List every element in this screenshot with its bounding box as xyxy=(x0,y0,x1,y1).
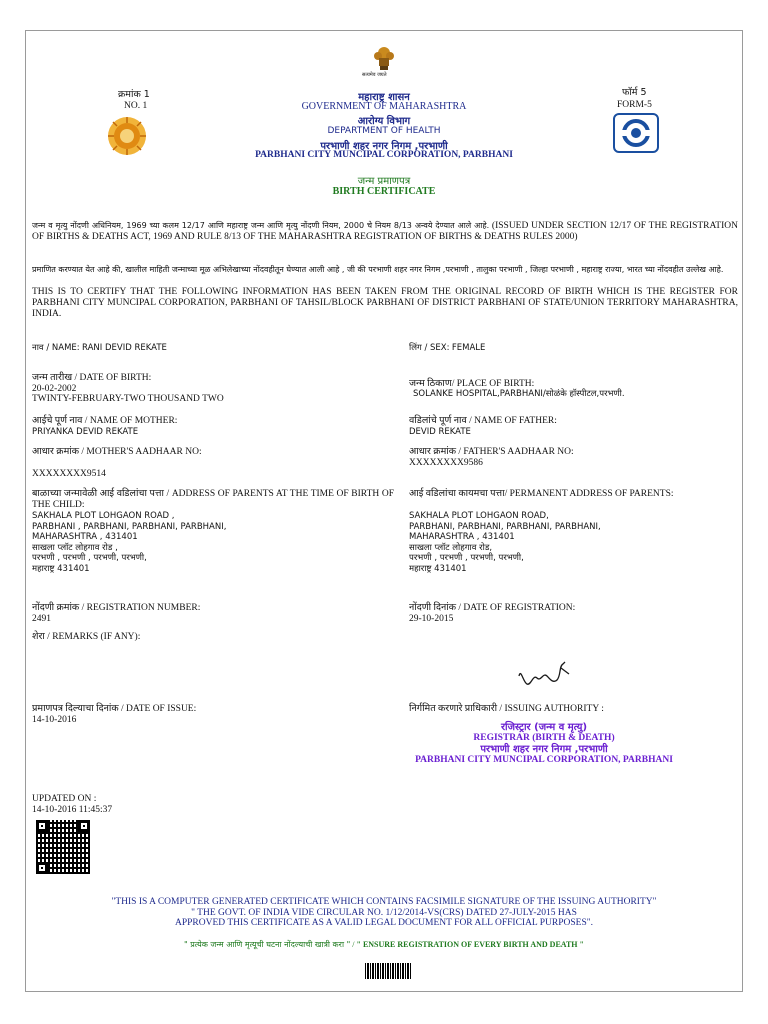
address-line: महाराष्ट्र 431401 xyxy=(409,563,467,574)
name-value: RANI DEVID REKATE xyxy=(82,343,167,353)
dept-title-marathi: आरोग्य विभाग xyxy=(357,116,411,127)
address-line: साखला प्लॉट लोहगाव रोड , xyxy=(32,542,118,553)
address-line: SAKHALA PLOT LOHGAON ROAD , xyxy=(32,511,175,521)
sex-value: FEMALE xyxy=(451,343,486,353)
issued-under-english: (ISSUED UNDER SECTION 12/17 OF THE REGISTRATION OF BIRTHS & DEATHS ACT, 1969 AND RULE 8/13 OF THE MAHARASHTRA REGISTRATION OF BIRTHS & DEATHS RULES 2000) xyxy=(32,221,738,242)
permanent-address-label: आई वडिलांचा कायमचा पत्ता/ PERMANENT ADDRESS OF PARENTS: xyxy=(409,489,674,499)
authority-line: PARBHANI CITY MUNCIPAL CORPORATION, PARBHANI xyxy=(415,755,673,765)
father-name-label: वडिलांचे पूर्ण नाव / NAME OF FATHER: xyxy=(409,416,557,426)
certify-english: THIS IS TO CERTIFY THAT THE FOLLOWING INFORMATION HAS BEEN TAKEN FROM THE ORIGINAL RECORD OF BIRTH WHICH IS THE REGISTER FOR PARBHANI CITY MUNCIPAL CORPORATION, PARBHANI OF TAHSIL/BLOCK PARBHANI OF DISTRICT PARBHANI OF STATE/UNION TERRITORY MAHARASHTRA, INDIA. xyxy=(32,287,738,319)
corp-title: PARBHANI CITY MUNCIPAL CORPORATION, PARBHANI xyxy=(255,150,513,160)
updated-label: UPDATED ON : xyxy=(32,794,97,804)
qr-code xyxy=(36,820,90,874)
mother-name-label: आईचे पूर्ण नाव / NAME OF MOTHER: xyxy=(32,416,178,426)
footer-note: " THE GOVT. OF INDIA VIDE CIRCULAR NO. 1/12/2014-VS(CRS) DATED 27-JULY-2015 HAS xyxy=(191,907,577,918)
dob-words: TWINTY-FEBRUARY-TWO THOUSAND TWO xyxy=(32,394,224,404)
footer-note: APPROVED THIS CERTIFICATE AS A VALID LEGAL DOCUMENT FOR ALL OFFICIAL PURPOSES". xyxy=(174,918,594,928)
certificate-title-marathi: जन्म प्रमाणपत्र xyxy=(357,176,411,187)
footer-slogan: " प्रत्येक जन्म आणि मृत्यूची घटना नोंदल्याची खात्री करा " / " ENSURE REGISTRATION OF EVERY BIRTH AND DEATH " xyxy=(184,940,584,949)
mother-name-value: PRIYANKA DEVID REKATE xyxy=(32,427,139,437)
footer-note: "THIS IS A COMPUTER GENERATED CERTIFICATE WHICH CONTAINS FACSIMILE SIGNATURE OF THE ISSUING AUTHORITY" xyxy=(111,897,657,907)
mother-aadhaar-label: आधार क्रमांक / MOTHER'S AADHAAR NO: xyxy=(32,447,202,457)
father-aadhaar-label: आधार क्रमांक / FATHER'S AADHAAR NO: xyxy=(409,447,574,457)
father-name-value: DEVID REKATE xyxy=(409,427,471,437)
registration-date-label: नोंदणी दिनांक / DATE OF REGISTRATION: xyxy=(409,603,576,613)
sex-field xyxy=(409,343,485,354)
issuing-authority-label: निर्गमित करणारे प्राधिकारी / ISSUING AUTHORITY : xyxy=(409,704,604,714)
number-label-marathi: क्रमांक 1 xyxy=(118,89,150,100)
address-line: साखला प्लॉट लोहगाव रोड, xyxy=(409,542,493,553)
dept-title: DEPARTMENT OF HEALTH xyxy=(327,126,441,136)
birth-address-label: बाळाच्या जन्मावेळी आई वडिलांचा पत्ता / ADDRESS OF PARENTS AT THE TIME OF BIRTH OF THE CHILD: xyxy=(32,489,394,510)
dob-value: 20-02-2002 xyxy=(32,384,77,394)
state-seal-icon xyxy=(107,116,147,156)
slogan-english: " ENSURE REGISTRATION OF EVERY BIRTH AND DEATH " xyxy=(356,940,584,949)
national-emblem-icon xyxy=(371,44,397,72)
barcode xyxy=(365,963,411,979)
dob-label: जन्म तारीख / DATE OF BIRTH: xyxy=(32,373,152,383)
issue-date-label: प्रमाणपत्र दिल्याचा दिनांक / DATE OF ISSUE: xyxy=(32,704,197,714)
certify-marathi: प्रमाणित करण्यात येत आहे की, खालील माहिती जन्माच्या मूळ अभिलेखाच्या नोंदवहीतून घेण्यात आली आहे , जी की परभाणी शहर नगर निगम ,परभाणी , तालुका परभाणी , जिल्हा परभाणी , महाराष्ट्र राज्या, भारत च्या नोंदवहीत उल्लेख आहे. xyxy=(32,265,724,274)
name-field xyxy=(32,343,167,354)
updated-value: 14-10-2016 11:45:37 xyxy=(32,805,113,815)
registration-number-value: 2491 xyxy=(32,614,51,624)
number-label: NO. 1 xyxy=(124,101,148,111)
address-line: परभणी , परभणी , परभणी, परभणी, xyxy=(32,553,147,563)
form-label: FORM-5 xyxy=(617,100,652,110)
qr-finder-pattern xyxy=(36,820,48,832)
registration-number-label: नोंदणी क्रमांक / REGISTRATION NUMBER: xyxy=(32,603,201,613)
address-line: PARBHANI , PARBHANI, PARBHANI, PARBHANI, xyxy=(32,521,227,532)
qr-finder-pattern xyxy=(36,862,48,874)
authority-line-marathi: रजिस्ट्रार (जन्म व मृत्यु) xyxy=(500,722,588,733)
gov-title: GOVERNMENT OF MAHARASHTRA xyxy=(301,101,467,112)
birth-address xyxy=(32,511,226,574)
gov-title-marathi: महाराष्ट्र शासन xyxy=(358,92,410,103)
slogan-marathi: " प्रत्येक जन्म आणि मृत्यूची घटना नोंदल्याची खात्री करा " xyxy=(184,940,351,949)
issue-date-value: 14-10-2016 xyxy=(32,715,77,725)
corp-title-marathi: परभाणी शहर नगर निगम ,परभाणी xyxy=(320,141,448,152)
issuing-authority xyxy=(394,722,694,766)
emblem-motto: सत्यमेव जयते xyxy=(362,72,387,78)
pob-value: SOLANKE HOSPITAL,PARBHANI/सोळंके हॉस्पीटल,परभणी. xyxy=(413,389,625,399)
authority-line: REGISTRAR (BIRTH & DEATH) xyxy=(473,733,615,743)
address-line: SAKHALA PLOT LOHGAON ROAD, xyxy=(409,511,549,521)
mother-aadhaar-value: XXXXXXXX9514 xyxy=(32,469,106,479)
address-line: महाराष्ट्र 431401 xyxy=(32,563,90,574)
footer-notes xyxy=(60,897,708,929)
certificate-title: BIRTH CERTIFICATE xyxy=(332,186,436,197)
father-aadhaar-value: XXXXXXXX9586 xyxy=(409,458,483,468)
address-line: परभणी , परभणी , परभणी, परभणी, xyxy=(409,553,524,563)
address-line: MAHARASHTRA , 431401 xyxy=(32,532,138,542)
form-label-marathi: फॉर्म 5 xyxy=(622,87,647,98)
issued-under-marathi: जन्म व मृत्यु नोंदणी अधिनियम, 1969 च्या कलम 12/17 आणि महाराष्ट्र जन्म आणि मृत्यु नोंदणी नियम, 2000 चे नियम 8/13 अन्वये देण्यात आले आहे. xyxy=(32,221,490,230)
address-line: PARBHANI, PARBHANI, PARBHANI, PARBHANI, xyxy=(409,521,601,532)
qr-finder-pattern xyxy=(78,820,90,832)
address-line: MAHARASHTRA , 431401 xyxy=(409,532,515,542)
permanent-address xyxy=(409,511,601,574)
issued-under-paragraph xyxy=(32,220,738,243)
pob-label: जन्म ठिकाण/ PLACE OF BIRTH: xyxy=(409,379,535,389)
registration-date-value: 29-10-2015 xyxy=(409,614,454,624)
health-department-logo-icon xyxy=(613,113,659,153)
signature-image xyxy=(515,658,575,690)
remarks-label: शेरा / REMARKS (IF ANY): xyxy=(32,632,141,642)
name-label: नाव / NAME: xyxy=(32,343,80,353)
sex-label: लिंग / SEX: xyxy=(409,343,450,353)
authority-line-marathi: परभाणी शहर नगर निगम ,परभाणी xyxy=(480,744,608,755)
